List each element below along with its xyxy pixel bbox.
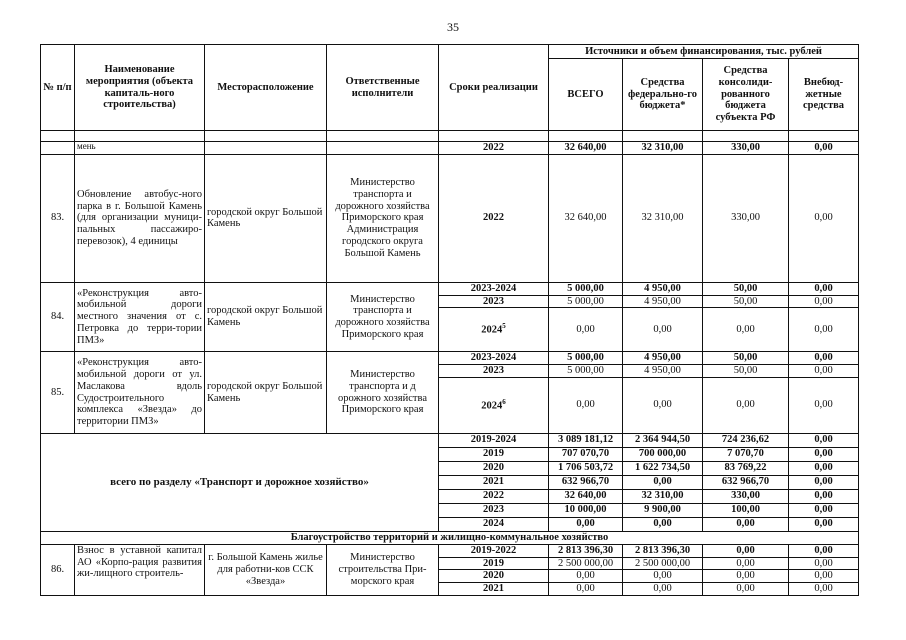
executors-cell: Министерство строительства При-морского края	[327, 544, 439, 595]
year-cell	[439, 377, 549, 433]
footnote-mark: 6	[502, 397, 506, 406]
year-cell: 2021	[439, 583, 549, 596]
total-cell: 5 000,00	[549, 295, 623, 308]
federal-cell: 0,00	[623, 475, 703, 489]
regional-cell: 0,00	[703, 517, 789, 531]
regional-cell: 330,00	[703, 154, 789, 282]
year-cell: 2019-2022	[439, 544, 549, 557]
federal-cell: 2 364 944,50	[623, 433, 703, 447]
executors-cell: Министерство транспорта и дорожного хозяйства Приморского края Администрация городского округа Большой Камень	[327, 154, 439, 282]
extra-cell: 0,00	[789, 489, 859, 503]
extra-cell: 0,00	[789, 570, 859, 583]
header-location: Месторасположение	[205, 45, 327, 131]
extra-cell: 0,00	[789, 154, 859, 282]
header-federal: Средства федерально-го бюджета*	[623, 59, 703, 131]
year-cell: 2022	[439, 142, 549, 155]
regional-cell: 0,00	[703, 308, 789, 352]
header-extra: Внебюд-жетные средства	[789, 59, 859, 131]
extra-cell: 0,00	[789, 295, 859, 308]
event-name: «Реконструкция авто-мобильной дороги от ул. Маслакова вдоль Судостроительного комплекса «Звезда» до территории ПМЗ»	[75, 352, 205, 434]
total-cell: 2 500 000,00	[549, 557, 623, 570]
year-cell: 2020	[439, 570, 549, 583]
extra-cell: 0,00	[789, 461, 859, 475]
year-cell: 2020	[439, 461, 549, 475]
event-name: «Реконструкция авто-мобильной дороги местного значения от с. Петровка до терри-тории ПМЗ»	[75, 282, 205, 352]
header-sources: Источники и объем финансирования, тыс. рублей	[549, 45, 859, 59]
extra-cell: 0,00	[789, 377, 859, 433]
federal-cell: 32 310,00	[623, 142, 703, 155]
location-cell: г. Большой Камень жилье для работни-ков ССК «Звезда»	[205, 544, 327, 595]
regional-cell: 330,00	[703, 489, 789, 503]
executors-cell: Министерство транспорта и д орожного хозяйства Приморского края	[327, 352, 439, 434]
federal-cell: 4 950,00	[623, 352, 703, 365]
extra-cell: 0,00	[789, 583, 859, 596]
federal-cell: 4 950,00	[623, 365, 703, 378]
location-cell: городской округ Большой Камень	[205, 154, 327, 282]
federal-cell: 0,00	[623, 377, 703, 433]
row-number: 85.	[41, 352, 75, 434]
extra-cell: 0,00	[789, 142, 859, 155]
table-row-85	[41, 352, 859, 365]
federal-cell: 4 950,00	[623, 282, 703, 295]
total-cell: 632 966,70	[549, 475, 623, 489]
section-title: Благоустройство территорий и жилищно-коммунальное хозяйство	[41, 531, 859, 544]
federal-cell: 0,00	[623, 570, 703, 583]
total-cell: 2 813 396,30	[549, 544, 623, 557]
extra-cell: 0,00	[789, 352, 859, 365]
header-period: Сроки реализации	[439, 45, 549, 131]
federal-cell: 32 310,00	[623, 489, 703, 503]
total-cell: 0,00	[549, 583, 623, 596]
row-number: 86.	[41, 544, 75, 595]
total-cell: 5 000,00	[549, 282, 623, 295]
federal-cell: 4 950,00	[623, 295, 703, 308]
extra-cell: 0,00	[789, 365, 859, 378]
location-cell: городской округ Большой Камень	[205, 352, 327, 434]
extra-cell: 0,00	[789, 433, 859, 447]
total-cell: 0,00	[549, 308, 623, 352]
location-cell: городской округ Большой Камень	[205, 282, 327, 352]
regional-cell: 50,00	[703, 295, 789, 308]
extra-cell: 0,00	[789, 517, 859, 531]
year-cell: 2023	[439, 365, 549, 378]
header-total: ВСЕГО	[549, 59, 623, 131]
extra-cell: 0,00	[789, 557, 859, 570]
total-cell: 32 640,00	[549, 489, 623, 503]
extra-cell: 0,00	[789, 475, 859, 489]
executors-cell: Министерство транспорта и дорожного хозяйства Приморского края	[327, 282, 439, 352]
year-cell: 2022	[439, 489, 549, 503]
financing-table	[40, 44, 859, 596]
regional-cell: 0,00	[703, 377, 789, 433]
total-cell: 1 706 503,72	[549, 461, 623, 475]
year-cell: 2019	[439, 557, 549, 570]
row-number: 83.	[41, 154, 75, 282]
federal-cell: 0,00	[623, 517, 703, 531]
regional-cell: 724 236,62	[703, 433, 789, 447]
federal-cell: 1 622 734,50	[623, 461, 703, 475]
section-row	[41, 531, 859, 544]
table-row-83	[41, 154, 859, 282]
year-cell: 2019-2024	[439, 433, 549, 447]
regional-cell: 0,00	[703, 544, 789, 557]
extra-cell: 0,00	[789, 308, 859, 352]
footnote-mark: 5	[502, 322, 506, 331]
regional-cell: 7 070,70	[703, 447, 789, 461]
year-cell: 2019	[439, 447, 549, 461]
federal-cell: 2 813 396,30	[623, 544, 703, 557]
extra-cell: 0,00	[789, 503, 859, 517]
year-cell: 2023	[439, 295, 549, 308]
page-number: 35	[447, 20, 459, 34]
table-row-continued	[41, 142, 859, 155]
year-cell: 2021	[439, 475, 549, 489]
header-name: Наименование мероприятия (объекта капиталь-ного строительства)	[75, 45, 205, 131]
regional-cell: 50,00	[703, 352, 789, 365]
year-cell: 2022	[439, 154, 549, 282]
year-text: 2024	[481, 324, 503, 336]
federal-cell: 700 000,00	[623, 447, 703, 461]
total-cell: 10 000,00	[549, 503, 623, 517]
header-row-1	[41, 45, 859, 59]
total-cell: 32 640,00	[549, 154, 623, 282]
summary-row	[41, 433, 859, 447]
extra-cell: 0,00	[789, 544, 859, 557]
year-cell: 2023-2024	[439, 282, 549, 295]
extra-cell: 0,00	[789, 282, 859, 295]
table-row-86	[41, 544, 859, 557]
year-cell: 2024	[439, 517, 549, 531]
total-cell: 707 070,70	[549, 447, 623, 461]
regional-cell: 100,00	[703, 503, 789, 517]
federal-cell: 0,00	[623, 583, 703, 596]
header-executors: Ответственные исполнители	[327, 45, 439, 131]
federal-cell: 0,00	[623, 308, 703, 352]
total-cell: 32 640,00	[549, 142, 623, 155]
total-cell: 5 000,00	[549, 352, 623, 365]
summary-label: всего по разделу «Транспорт и дорожное хозяйство»	[41, 433, 439, 531]
year-cell	[439, 308, 549, 352]
regional-cell: 632 966,70	[703, 475, 789, 489]
regional-cell: 83 769,22	[703, 461, 789, 475]
federal-cell: 9 900,00	[623, 503, 703, 517]
total-cell: 0,00	[549, 377, 623, 433]
regional-cell: 0,00	[703, 583, 789, 596]
federal-cell: 2 500 000,00	[623, 557, 703, 570]
event-name: Обновление автобус-ного парка в г. Большой Камень (для организации муници-пальных пассажиро-перевозок), 4 единицы	[75, 154, 205, 282]
regional-cell: 50,00	[703, 282, 789, 295]
regional-cell: 50,00	[703, 365, 789, 378]
row-number: 84.	[41, 282, 75, 352]
regional-cell: 330,00	[703, 142, 789, 155]
total-cell: 3 089 181,12	[549, 433, 623, 447]
header-regional: Средства консолиди-рованного бюджета субъекта РФ	[703, 59, 789, 131]
header-num: № п/п	[41, 45, 75, 131]
event-name: Взнос в уставной капитал АО «Корпо-рация развития жи-лищного строитель-	[75, 544, 205, 595]
continued-text: мень	[75, 142, 205, 155]
table-row-84	[41, 282, 859, 295]
total-cell: 5 000,00	[549, 365, 623, 378]
year-cell: 2023-2024	[439, 352, 549, 365]
federal-cell: 32 310,00	[623, 154, 703, 282]
year-text: 2024	[481, 400, 503, 412]
year-cell: 2023	[439, 503, 549, 517]
regional-cell: 0,00	[703, 557, 789, 570]
total-cell: 0,00	[549, 517, 623, 531]
total-cell: 0,00	[549, 570, 623, 583]
header-spacer-row	[41, 131, 859, 142]
extra-cell: 0,00	[789, 447, 859, 461]
regional-cell: 0,00	[703, 570, 789, 583]
